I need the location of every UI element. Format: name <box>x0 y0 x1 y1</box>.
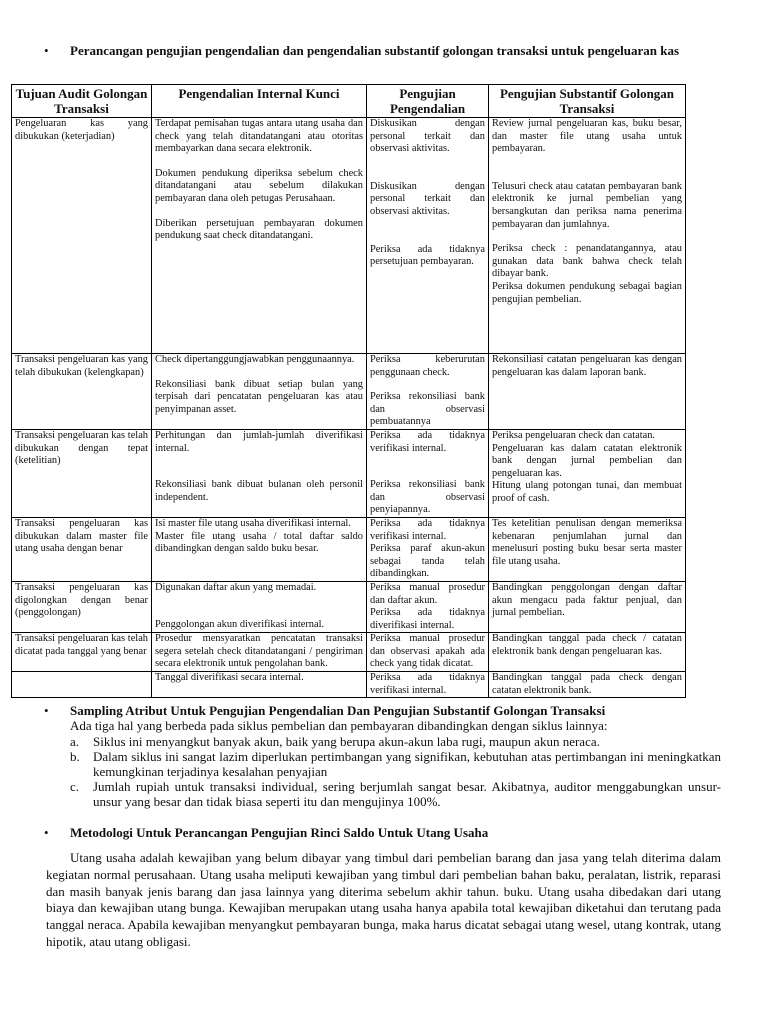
control-text: Terdapat pemisahan tugas antara utang usaha dan check yang telah ditandatangani atau otoritas membayarkan dana secara elektronik. <box>155 118 363 155</box>
substantive-cell <box>489 118 686 354</box>
list-text: Jumlah rupiah untuk transaksi individual, sering berjumlah sangat besar. Akibatnya, auditor menggabungkan unsur-unsur yang besar dan tidak biasa seperti itu dan mengujinya 100%. <box>93 779 721 810</box>
test-text: Periksa rekonsiliasi bank dan observasi penyiapannya. <box>370 479 485 516</box>
list-item <box>70 779 721 810</box>
column-header: Pengujian Pengendalian <box>367 85 489 118</box>
table-row <box>12 429 686 517</box>
section-heading-row <box>44 703 724 718</box>
test-text: Periksa paraf akun-akun sebagai tanda telah dibandingkan. <box>370 543 485 580</box>
controls-cell <box>152 118 367 354</box>
test-text: Periksa ada tidaknya verifikasi internal. <box>370 429 485 454</box>
list-text: Siklus ini menyangkut banyak akun, baik yang berupa akun-akun laba rugi, maupun akun neraca. <box>93 734 600 749</box>
objective-cell: Transaksi pengeluaran kas telah dicatat pada tanggal yang benar <box>12 633 152 672</box>
substantive-text: Bandingkan penggolongan dengan daftar akun mengacu pada faktur penjual, dan jurnal pembelian. <box>492 581 682 619</box>
objective-cell: Transaksi pengeluaran kas dibukukan dalam master file utang usaha dengan benar <box>12 517 152 581</box>
control-text: Rekonsiliasi bank dibuat bulanan oleh personil independent. <box>155 479 363 503</box>
substantive-cell <box>489 517 686 581</box>
tests-cell <box>367 354 489 430</box>
control-text: Master file utang usaha / total daftar saldo dibandingkan dengan saldo buku besar. <box>155 530 363 555</box>
tests-cell <box>367 517 489 581</box>
test-text: Periksa ada tidaknya persetujuan pembayaran. <box>370 243 485 268</box>
controls-cell <box>152 581 367 632</box>
substantive-cell <box>489 672 686 698</box>
controls-cell <box>152 633 367 672</box>
bullet-icon: • <box>44 43 49 58</box>
substantive-cell <box>489 581 686 632</box>
substantive-text: Pengeluaran kas dalam catatan elektronik bank dengan jurnal pembelian dan pengeluaran kas. <box>492 442 682 479</box>
test-text: Diskusikan dengan personal terkait dan observasi aktivitas. <box>370 118 485 155</box>
tests-cell <box>367 633 489 672</box>
tests-cell <box>367 672 489 698</box>
table-row <box>12 581 686 632</box>
table-row <box>12 354 686 430</box>
control-text: Dokumen pendukung diperiksa sebelum check ditandatangani atau sebelum dilakukan pembayaran dana oleh petugas Perusahaan. <box>155 167 363 204</box>
test-text: Periksa manual prosedur dan daftar akun. <box>370 581 485 606</box>
section-lead: Ada tiga hal yang berbeda pada siklus pembelian dan pembayaran dibandingkan dengan siklus lainnya: <box>70 718 608 733</box>
control-text: Digunakan daftar akun yang memadai. <box>155 581 317 593</box>
controls-cell <box>152 517 367 581</box>
substantive-text: Periksa dokumen pendukung sebagai bagian pengujian pembelian. <box>492 280 682 305</box>
table-row <box>12 633 686 672</box>
control-text: Rekonsiliasi bank dibuat setiap bulan yang terpisah dari pencatatan pengeluaran kas atau penyimpanan asset. <box>155 378 363 415</box>
substantive-text: Rekonsiliasi catatan pengeluaran kas dengan pengeluaran kas dalam laporan bank. <box>492 354 682 378</box>
test-text: Periksa ada tidaknya verifikasi internal. <box>370 672 485 696</box>
substantive-text: Review jurnal pengeluaran kas, buku besar, dan master file utang usaha untuk pembayaran. <box>492 118 682 155</box>
table-row <box>12 672 686 698</box>
control-text: Penggolongan akun diverifikasi internal. <box>155 618 325 630</box>
tests-cell <box>367 118 489 354</box>
objective-cell <box>12 672 152 698</box>
column-header: Tujuan Audit Golongan Transaksi <box>12 85 152 118</box>
list-item <box>70 734 721 749</box>
list-text: Dalam siklus ini sangat lazim diperlukan pertimbangan yang signifikan, kebutuhan atas pertimbangan ini meningkatkan kemungkinan terjadinya kesalahan penyajian <box>93 749 721 780</box>
column-header: Pengendalian Internal Kunci <box>152 85 367 118</box>
objective-cell: Transaksi pengeluaran kas digolongkan dengan benar (penggolongan) <box>12 581 152 632</box>
substantive-text: Bandingkan tanggal pada check dengan catatan elektronik bank. <box>492 672 682 696</box>
test-text: Periksa rekonsiliasi bank dan observasi pembuatannya <box>370 391 485 428</box>
section-heading-row <box>44 825 724 840</box>
control-text: Isi master file utang usaha diverifikasi internal. <box>155 517 351 529</box>
control-text: Perhitungan dan jumlah-jumlah diverifikasi internal. <box>155 429 363 454</box>
controls-cell <box>152 429 367 517</box>
body-paragraph: Utang usaha adalah kewajiban yang belum dibayar yang timbul dari pembelian barang dan jasa yang telah diterima dalam kegiatan normal perusahaan. Utang usaha meliputi kewajiban yang timbul dari pembelian bahan baku, peralatan, listrik, reparasi dan masih banyak jenis barang dan jasa lainnya yang diterima sebelum akhir tahun. buku. Utang usaha dibedakan dari utang biaya dan kewajiban utang bunga. Kewajiban merupakan utang usaha hanya apabila total kewajiban diketahui dan terutang pada tanggal neraca. Apabila kewajiban menyangkut pembayaran bunga, maka harus dicatat sebagai utang wesel, utang kontrak, utang hipotik, atau utang obligasi. <box>46 850 721 949</box>
substantive-text: Periksa pengeluaran check dan catatan. <box>492 429 655 441</box>
list-label: b. <box>70 749 80 764</box>
objective-cell: Transaksi pengeluaran kas telah dibukukan dengan tepat (ketelitian) <box>12 429 152 517</box>
column-header: Pengujian Substantif Golongan Transaksi <box>489 85 686 118</box>
control-text: Diberikan persetujuan pembayaran dokumen pendukung saat check ditandatangani. <box>155 217 363 242</box>
controls-cell <box>152 354 367 430</box>
test-text: Periksa ada tidaknya verifikasi internal. <box>370 517 485 542</box>
substantive-text: Periksa check : penandatangannya, atau gunakan data bank bahwa check telah dibayar bank. <box>492 243 682 280</box>
table-row <box>12 118 686 354</box>
bullet-icon: • <box>44 703 49 718</box>
substantive-cell <box>489 429 686 517</box>
test-text: Diskusikan dengan personal terkait dan observasi aktivitas. <box>370 180 485 217</box>
list-label: a. <box>70 734 80 749</box>
control-text: Check dipertanggungjawabkan penggunaannya. <box>155 354 355 365</box>
substantive-text: Bandingkan tanggal pada check / catatan elektronik bank dengan pengeluaran kas. <box>492 633 682 657</box>
section-heading-row <box>44 43 724 59</box>
table-row <box>12 517 686 581</box>
test-text: Periksa manual prosedur dan observasi apakah ada check yang tidak dicatat. <box>370 633 485 670</box>
bullet-icon: • <box>44 825 49 840</box>
list-item <box>70 749 721 780</box>
test-text: Periksa keberurutan penggunaan check. <box>370 354 485 378</box>
substantive-text: Tes ketelitian penulisan dengan memeriksa kebenaran penjumlahan jurnal dan menelusuri posting buku besar serta master file utang usaha. <box>492 517 682 567</box>
section-heading: Perancangan pengujian pengendalian dan pengendalian substantif golongan transaksi untuk pengeluaran kas <box>70 43 680 58</box>
test-text: Periksa ada tidaknya diverifikasi internal. <box>370 607 485 631</box>
objective-cell: Transaksi pengeluaran kas yang telah dibukukan (kelengkapan) <box>12 354 152 430</box>
list-label: c. <box>70 779 80 794</box>
objective-cell: Pengeluaran kas yang dibukukan (keterjadian) <box>12 118 152 354</box>
tests-cell <box>367 429 489 517</box>
audit-table <box>11 84 686 698</box>
section-heading: Sampling Atribut Untuk Pengujian Pengendalian Dan Pengujian Substantif Golongan Transaksi <box>70 703 606 718</box>
control-text: Tanggal diverifikasi secara internal. <box>155 672 304 684</box>
table-header-row <box>12 85 686 118</box>
substantive-text: Telusuri check atau catatan pembayaran bank elektronik ke jurnal pembelian yang bersangkutan dan periksa nama penerima pembayaran dan jumlahnya. <box>492 180 682 230</box>
substantive-text: Hitung ulang potongan tunai, dan membuat proof of cash. <box>492 480 682 504</box>
tests-cell <box>367 581 489 632</box>
substantive-cell <box>489 354 686 430</box>
substantive-cell <box>489 633 686 672</box>
control-text: Prosedur mensyaratkan pencatatan transaksi segera setelah check ditandatangani / pengiriman secara elektronik untuk pengolahan bank. <box>155 633 363 670</box>
section-heading: Metodologi Untuk Perancangan Pengujian Rinci Saldo Untuk Utang Usaha <box>70 825 489 840</box>
controls-cell <box>152 672 367 698</box>
